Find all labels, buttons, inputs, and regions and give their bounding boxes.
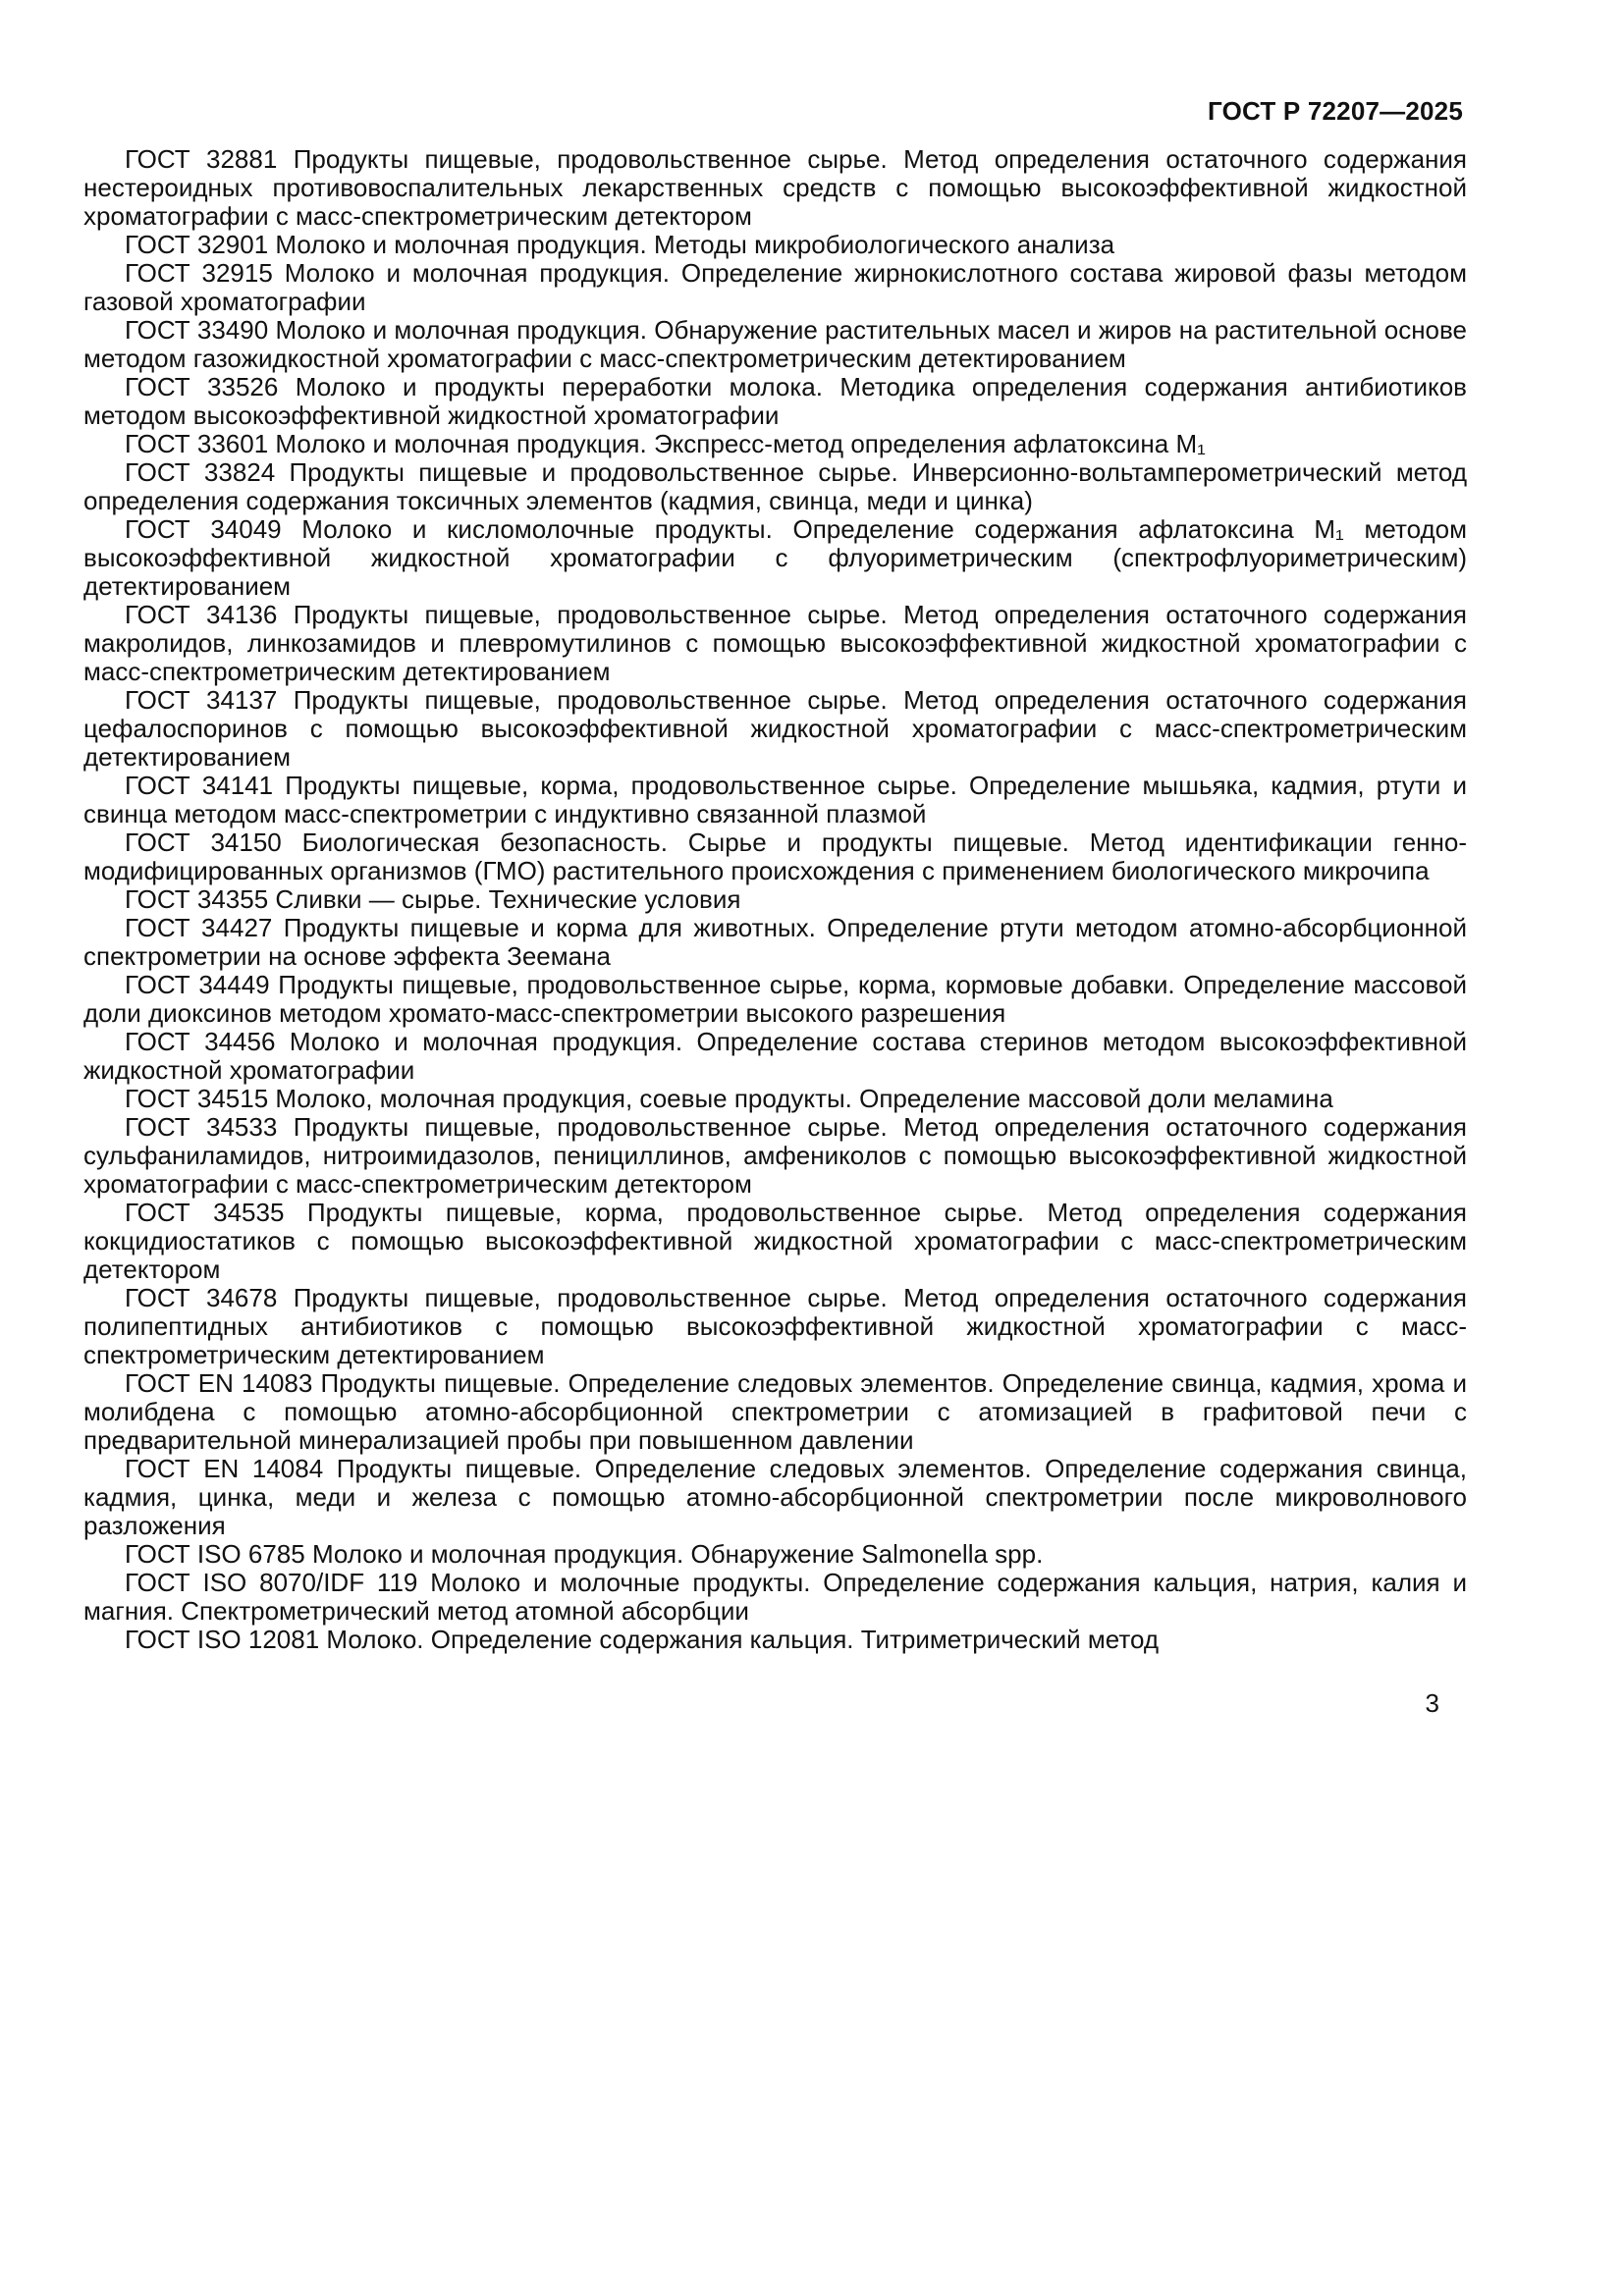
reference-paragraph: ГОСТ 32915 Молоко и молочная продукция. Определение жирнокислотного состава жировой фазы методом газовой хроматографии xyxy=(83,258,1467,316)
references-list xyxy=(83,145,1467,1654)
reference-paragraph: ГОСТ ISO 12081 Молоко. Определение содержания кальция. Титриметрический метод xyxy=(125,1625,1160,1654)
reference-paragraph: ГОСТ 34678 Продукты пищевые, продовольственное сырье. Метод определения остаточного содержания полипептидных антибиотиков с помощью высокоэффективной жидкостной хроматографии с масс-спектрометрическим детектированием xyxy=(83,1283,1467,1369)
reference-paragraph: ГОСТ 33601 Молоко и молочная продукция. Экспресс-метод определения афлатоксина М₁ xyxy=(125,429,1206,458)
reference-paragraph: ГОСТ 34427 Продукты пищевые и корма для животных. Определение ртути методом атомно-абсорбционной спектрометрии на основе эффекта Зеемана xyxy=(83,913,1467,971)
reference-paragraph: ГОСТ EN 14083 Продукты пищевые. Определение следовых элементов. Определение свинца, кадмия, хрома и молибдена с помощью атомно-абсорбционной спектрометрии с атомизацией в графитовой печи с предварительной минерализацией пробы при повышенном давлении xyxy=(83,1368,1467,1455)
references-section xyxy=(83,145,1467,1718)
reference-paragraph: ГОСТ 34136 Продукты пищевые, продовольственное сырье. Метод определения остаточного содержания макролидов, линкозамидов и плевромутилинов с помощью высокоэффективной жидкостной хроматографии с масс-спектрометрическим детектированием xyxy=(83,600,1467,686)
reference-paragraph: ГОСТ 34449 Продукты пищевые, продовольственное сырье, корма, кормовые добавки. Определение массовой доли диоксинов методом хромато-масс-спектрометрии высокого разрешения xyxy=(83,970,1467,1028)
reference-paragraph: ГОСТ 33490 Молоко и молочная продукция. Обнаружение растительных масел и жиров на растительной основе методом газожидкостной хроматографии с масс-спектрометрическим детектированием xyxy=(83,315,1467,373)
reference-paragraph: ГОСТ 34141 Продукты пищевые, корма, продовольственное сырье. Определение мышьяка, кадмия, ртути и свинца методом масс-спектрометрии с индуктивно связанной плазмой xyxy=(83,771,1467,828)
reference-paragraph: ГОСТ 34535 Продукты пищевые, корма, продовольственное сырье. Метод определения содержания кокцидиостатиков с помощью высокоэффективной жидкостной хроматографии с масс-спектрометрическим детектором xyxy=(83,1198,1467,1284)
document-code-header: ГОСТ Р 72207—2025 xyxy=(1208,96,1463,126)
reference-paragraph: ГОСТ 34456 Молоко и молочная продукция. Определение состава стеринов методом высокоэффективной жидкостной хроматографии xyxy=(83,1027,1467,1085)
reference-paragraph: ГОСТ 33526 Молоко и продукты переработки молока. Методика определения содержания антибиотиков методом высокоэффективной жидкостной хроматографии xyxy=(83,372,1467,430)
reference-paragraph: ГОСТ ISO 6785 Молоко и молочная продукция. Обнаружение Salmonella spp. xyxy=(125,1539,1044,1569)
reference-paragraph: ГОСТ 33824 Продукты пищевые и продовольственное сырье. Инверсионно-вольтамперометрический метод определения содержания токсичных элементов (кадмия, свинца, меди и цинка) xyxy=(83,457,1467,515)
reference-paragraph: ГОСТ 34150 Биологическая безопасность. Сырье и продукты пищевые. Метод идентификации генно-модифицированных организмов (ГМО) растительного происхождения с применением биологического микрочипа xyxy=(83,828,1467,885)
reference-paragraph: ГОСТ ISO 8070/IDF 119 Молоко и молочные продукты. Определение содержания кальция, натрия, калия и магния. Спектрометрический метод атомной абсорбции xyxy=(83,1568,1467,1626)
page-number: 3 xyxy=(1425,1688,1439,1718)
reference-paragraph: ГОСТ 34137 Продукты пищевые, продовольственное сырье. Метод определения остаточного содержания цефалоспоринов с помощью высокоэффективной жидкостной хроматографии с масс-спектрометрическим детектированием xyxy=(83,685,1467,772)
reference-paragraph: ГОСТ 34049 Молоко и кисломолочные продукты. Определение содержания афлатоксина М₁ методом высокоэффективной жидкостной хроматографии с флуориметрическим (спектрофлуориметрическим) детектированием xyxy=(83,514,1467,601)
reference-paragraph: ГОСТ 32881 Продукты пищевые, продовольственное сырье. Метод определения остаточного содержания нестероидных противовоспалительных лекарственных средств с помощью высокоэффективной жидкостной хроматографии с масс-спектрометрическим детектором xyxy=(83,144,1467,231)
reference-paragraph: ГОСТ EN 14084 Продукты пищевые. Определение следовых элементов. Определение содержания свинца, кадмия, цинка, меди и железа с помощью атомно-абсорбционной спектрометрии после микроволнового разложения xyxy=(83,1454,1467,1540)
reference-paragraph: ГОСТ 34533 Продукты пищевые, продовольственное сырье. Метод определения остаточного содержания сульфаниламидов, нитроимидазолов, пенициллинов, амфениколов с помощью высокоэффективной жидкостной хроматографии с масс-спектрометрическим детектором xyxy=(83,1112,1467,1199)
reference-paragraph: ГОСТ 32901 Молоко и молочная продукция. Методы микробиологического анализа xyxy=(125,230,1115,259)
reference-paragraph: ГОСТ 34355 Сливки — сырье. Технические условия xyxy=(125,884,741,914)
reference-paragraph: ГОСТ 34515 Молоко, молочная продукция, соевые продукты. Определение массовой доли меламина xyxy=(125,1084,1333,1113)
